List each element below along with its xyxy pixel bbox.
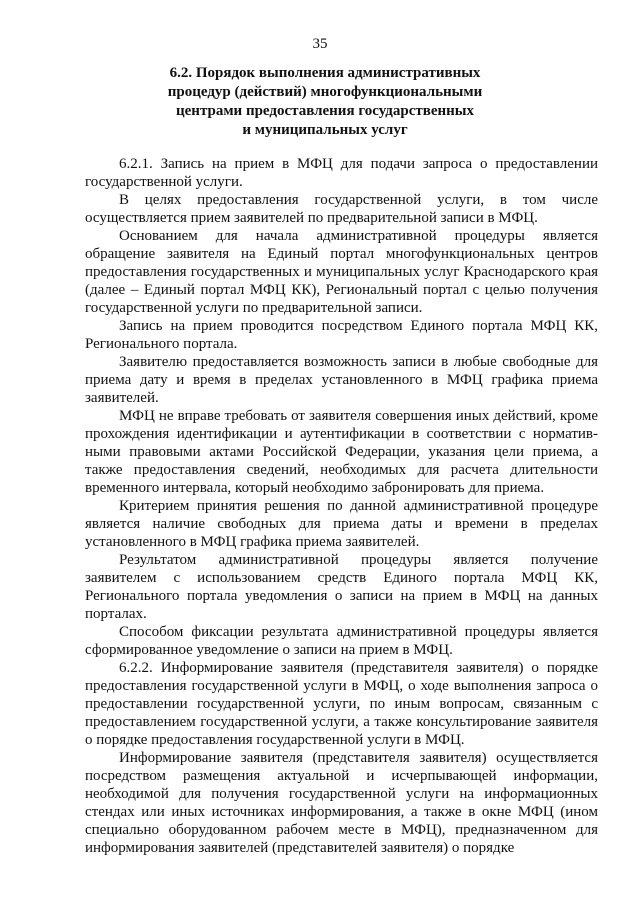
paragraph: [85, 191, 598, 227]
paragraph-line: осуществляется прием заявителей по предварительной записи в МФЦ.: [85, 210, 538, 226]
paragraph-line: стендах или иных источниках информирования, а также в окне МФЦ (ином: [85, 804, 598, 820]
paragraph: [85, 227, 598, 317]
page-number: 35: [312, 36, 328, 52]
section-heading: [150, 64, 500, 140]
paragraph-line: порталах.: [85, 606, 147, 622]
paragraph: [85, 407, 598, 497]
paragraph-line: обращение заявителя на Единый портал многофункциональных центров: [85, 246, 598, 262]
paragraph-line: установленного в МФЦ графика приема заявителей.: [85, 534, 420, 550]
paragraph-line: предоставлением государственной услуги, а также консультирование заявителя: [85, 714, 598, 730]
heading-line: и муниципальных услуг: [242, 122, 408, 138]
paragraph-line: государственной услуги.: [85, 174, 243, 190]
paragraph: [85, 749, 598, 857]
paragraph-line: 6.2.2. Информирование заявителя (представителя заявителя) о порядке: [119, 660, 598, 676]
paragraph-line: предоставления государственных и муниципальных услуг Краснодарского края: [85, 264, 598, 280]
paragraph-line: предоставлении государственной услуги, по иным вопросам, связанным с: [85, 696, 598, 712]
paragraph-line: также предоставления сведений, необходимых для расчета длительности: [85, 462, 598, 478]
paragraph-line: заявителем с использованием средств Единого портала МФЦ КК,: [85, 570, 598, 586]
paragraph-line: специально оборудованном рабочем месте в МФЦ), предназначенном для: [85, 822, 598, 838]
paragraph-line: Заявителю предоставляется возможность записи в любые свободные для: [119, 354, 598, 370]
paragraph-line: Запись на прием проводится посредством Единого портала МФЦ КК,: [119, 318, 598, 334]
paragraph: [85, 155, 598, 191]
paragraph-line: Критерием принятия решения по данной административной процедуре: [119, 498, 598, 514]
paragraph-line: предоставления государственной услуги в МФЦ, о ходе выполнения запроса о: [85, 678, 598, 694]
paragraph-line: МФЦ не вправе требовать от заявителя совершения иных действий, кроме: [119, 408, 598, 424]
paragraph-line: 6.2.1. Запись на прием в МФЦ для подачи запроса о предоставлении: [119, 156, 598, 172]
paragraph: [85, 353, 598, 407]
heading-line: центрами предоставления государственных: [176, 103, 474, 119]
paragraph: [85, 317, 598, 353]
paragraph-line: прохождения идентификации и аутентификации в соответствии с норматив-: [85, 426, 598, 442]
paragraph-line: является наличие свободных для приема даты и времени в пределах: [85, 516, 598, 532]
paragraph: [85, 623, 598, 659]
paragraph-line: Информирование заявителя (представителя заявителя) осуществляется: [119, 750, 598, 766]
paragraph-line: Регионального портала.: [85, 336, 238, 352]
paragraph-line: посредством размещения актуальной и исчерпывающей информации,: [85, 768, 598, 784]
paragraph: [85, 659, 598, 749]
paragraph-line: государственной услуги по предварительной записи.: [85, 300, 423, 316]
paragraph-line: Результатом административной процедуры является получение: [119, 552, 598, 568]
paragraph-line: временного интервала, который необходимо забронировать для приема.: [85, 480, 545, 496]
paragraph-line: заявителей.: [85, 390, 159, 406]
heading-line: процедур (действий) многофункциональными: [167, 84, 483, 100]
paragraph-line: приема дату и время в пределах установленного в МФЦ графика приема: [85, 372, 598, 388]
paragraph-line: о порядке предоставления государственной услуги в МФЦ.: [85, 732, 465, 748]
paragraph: [85, 551, 598, 623]
paragraph-line: сформированное уведомление о записи на прием в МФЦ.: [85, 642, 453, 658]
paragraph-line: информирования заявителей (представителей заявителя) о порядке: [85, 840, 515, 856]
paragraph-line: необходимой для получения государственной услуги на информационных: [85, 786, 598, 802]
heading-line: 6.2. Порядок выполнения административных: [169, 65, 481, 81]
document-body: [85, 155, 598, 857]
paragraph-line: (далее – Единый портал МФЦ КК), Региональный портал с целью получения: [85, 282, 598, 298]
paragraph-line: ными правовыми актами Российской Федерации, указания цели приема, а: [85, 444, 598, 460]
paragraph-line: Регионального портала уведомления о записи на прием в МФЦ на данных: [85, 588, 598, 604]
paragraph-line: В целях предоставления государственной услуги, в том числе: [119, 192, 598, 208]
paragraph-line: Способом фиксации результата административной процедуры является: [119, 624, 598, 640]
paragraph: [85, 497, 598, 551]
paragraph-line: Основанием для начала административной процедуры является: [119, 228, 598, 244]
